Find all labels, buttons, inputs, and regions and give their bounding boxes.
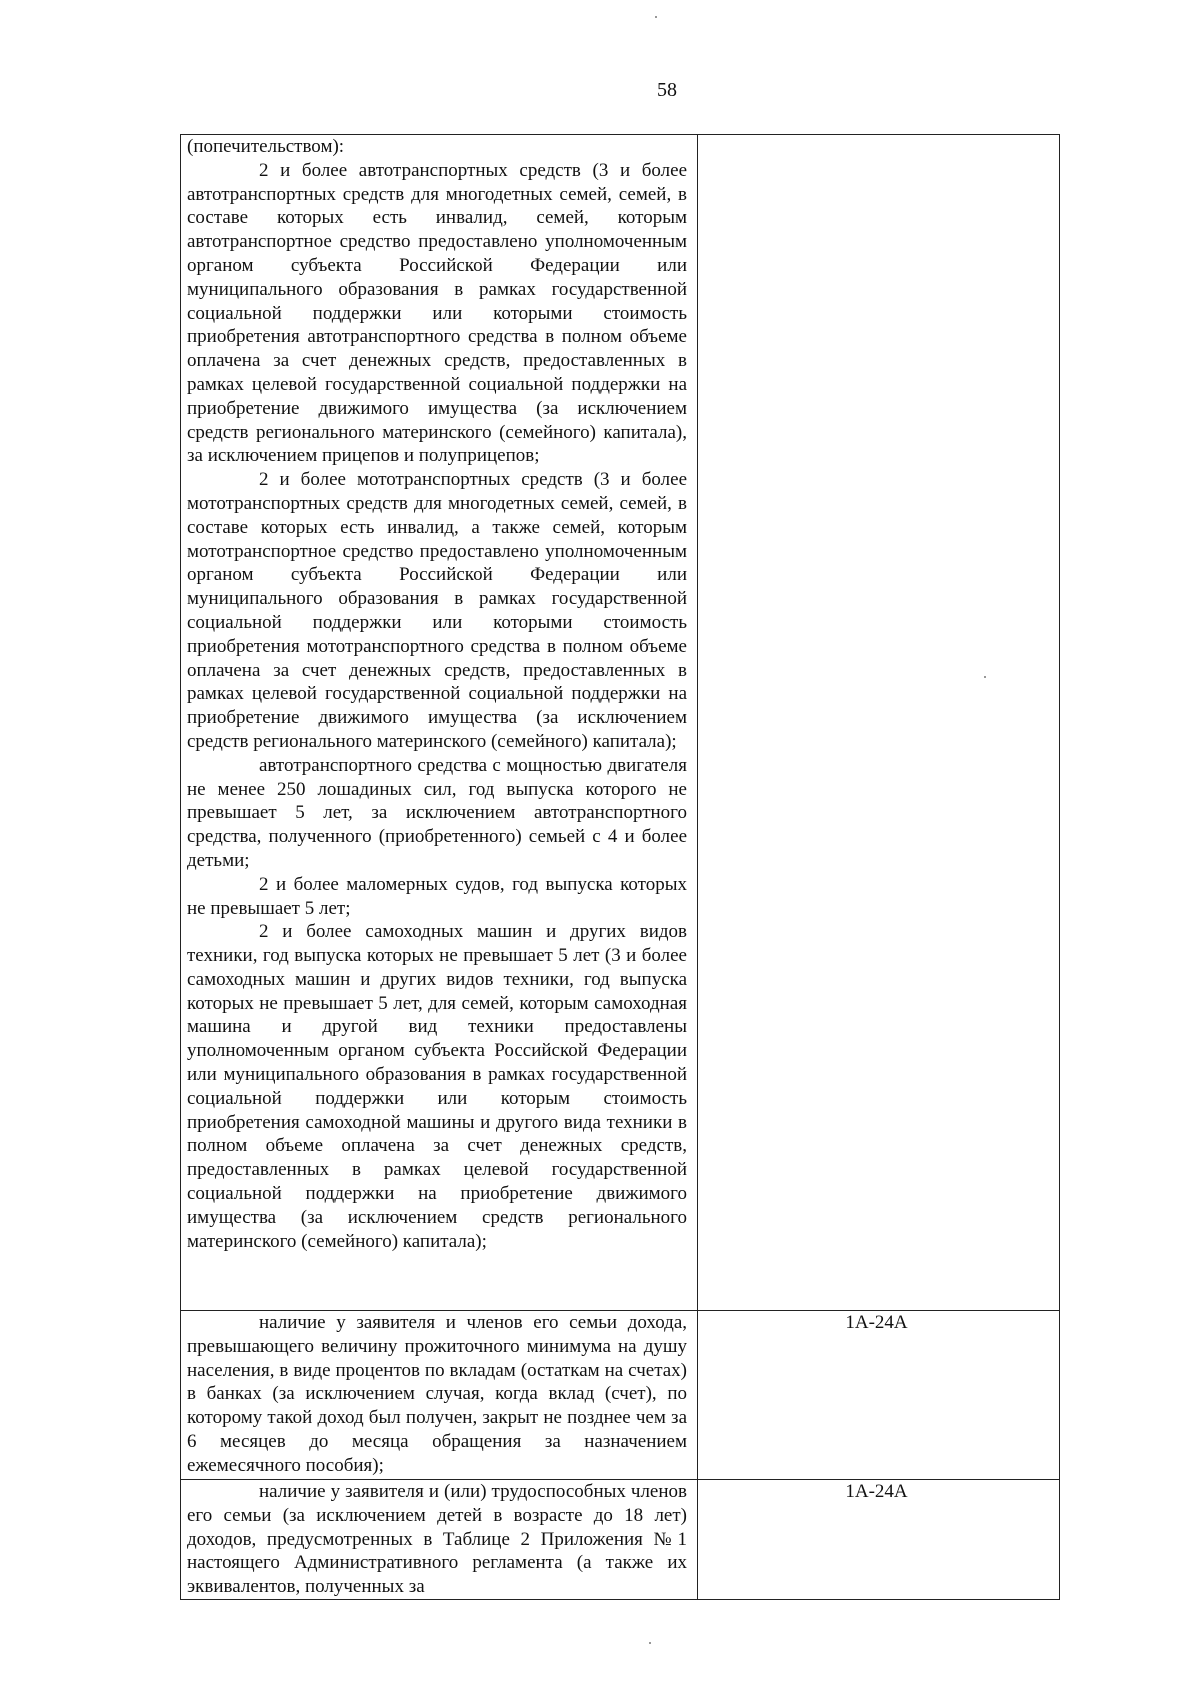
paragraph: наличие у заявителя и (или) трудоспособных членов его семьи (за исключением детей в возрасте до 18 лет) доходов, предусмотренных в Таблице 2 Приложения №1 настоящего Административного регламента (а также их эквивалентов, полученных за [187,1481,687,1598]
code-cell: 1А-24А [698,1311,1060,1480]
criteria-cell [181,1480,698,1600]
criteria-cell [181,1311,698,1480]
code-cell [698,135,1060,1311]
criteria-cell [181,135,698,1311]
paragraph: (попечительством): [187,136,345,157]
requirements-table [180,134,1060,1600]
code-cell: 1А-24А [698,1480,1060,1600]
paragraph: наличие у заявителя и членов его семьи дохода, превышающего величину прожиточного минимума на душу населения, в виде процентов по вкладам (остаткам на счетах) в банках (за исключением случая, когда вклад (счет), по которому такой доход был получен, закрыт не позднее чем за 6 месяцев до месяца обращения за назначением ежемесячного пособия); [187,1312,687,1476]
paragraph: 2 и более мототранспортных средств (3 и более мототранспортных средств для многодетных семей, семей, в составе которых есть инвалид, а также семей, которым мототранспортное средство предоставлено уполномоченным органом субъекта Российской Федерации или муниципального образования в рамках государственной социальной поддержки или которыми стоимость приобретения мототранспортного средства в полном объеме оплачена за счет денежных средств, предоставленных в рамках целевой государственной социальной поддержки на приобретение движимого имущества (за исключением средств регионального материнского (семейного) капитала); [187,469,687,752]
paragraph: автотранспортного средства с мощностью двигателя не менее 250 лошадиных сил, год выпуска которого не превышает 5 лет, за исключением автотранспортного средства, полученного (приобретенного) семьей с 4 и более детьми; [187,754,687,871]
paragraph: 2 и более маломерных судов, год выпуска которых не превышает 5 лет; [187,873,687,919]
table-row [181,1480,1060,1600]
page-number: 58 [657,79,677,101]
paragraph: 2 и более самоходных машин и других видов техники, год выпуска которых не превышает 5 лет (3 и более самоходных машин и других видов техники, год выпуска которых не превышает 5 лет, для семей, которым самоходная машина и другой вид техники предоставлены уполномоченным органом субъекта Российской Федерации или муниципального образования в рамках государственной социальной поддержки или которым стоимость приобретения самоходной машины и другого вида техники в полном объеме оплачена за счет денежных средств, предоставленных в рамках целевой государственной социальной поддержки на приобретение движимого имущества (за исключением средств регионального материнского (семейного) капитала); [187,921,687,1252]
table-row [181,135,1060,1311]
scan-speck [655,16,657,18]
paragraph: 2 и более автотранспортных средств (3 и более автотранспортных средств для многодетных семей, семей, в составе которых есть инвалид, семей, которым автотранспортное средство предоставлено уполномоченным органом субъекта Российской Федерации или муниципального образования в рамках государственной социальной поддержки или которыми стоимость приобретения автотранспортного средства в полном объеме оплачена за счет денежных средств, предоставленных в рамках целевой государственной социальной поддержки на приобретение движимого имущества (за исключением средств регионального материнского (семейного) капитала), за исключением прицепов и полуприцепов; [187,159,687,467]
scan-speck [649,1642,651,1644]
scan-speck [984,676,986,678]
table-row [181,1311,1060,1480]
